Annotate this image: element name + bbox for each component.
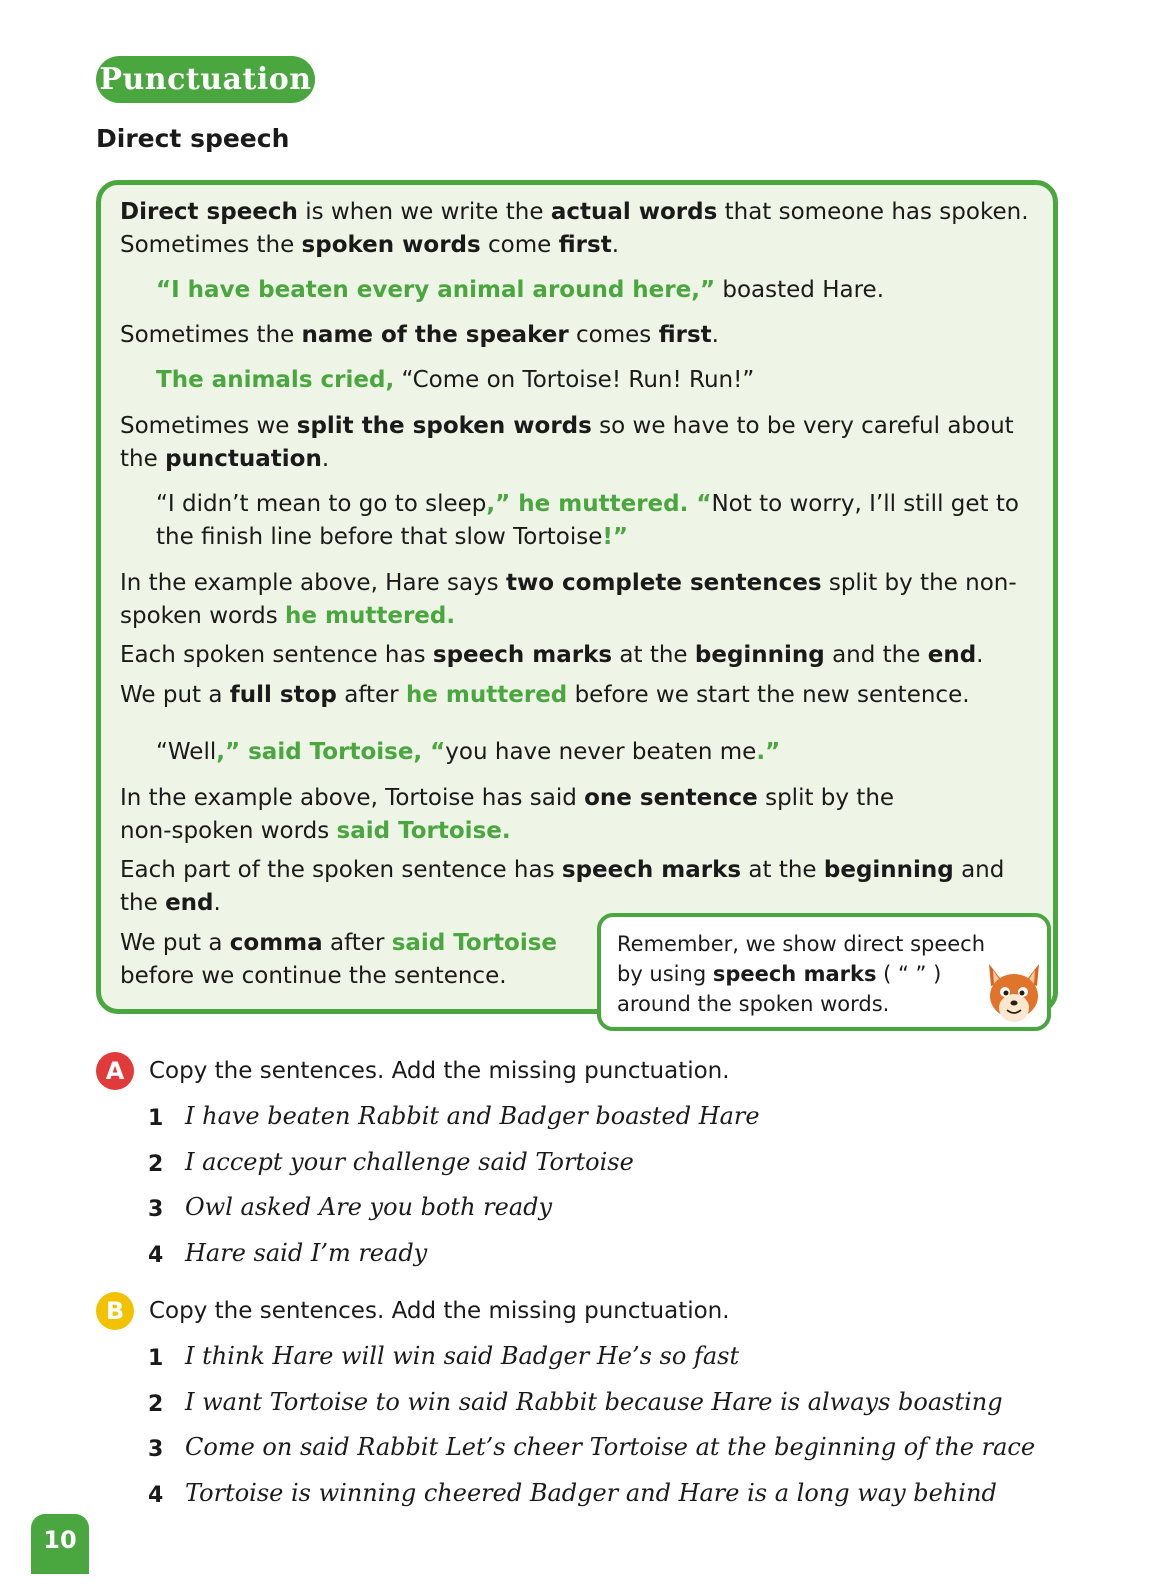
info-line: In the example above, Hare says two complete sentences split by the non-: [120, 570, 1017, 596]
section-b-instruction: Copy the sentences. Add the missing punctuation.: [149, 1298, 730, 1324]
section-a-instruction: Copy the sentences. Add the missing punctuation.: [149, 1058, 730, 1084]
question-text: Tortoise is winning cheered Badger and Hare is a long way behind: [185, 1479, 997, 1507]
question-text: Hare said I’m ready: [185, 1239, 428, 1267]
question-number: 2: [148, 1152, 164, 1177]
example-line: the finish line before that slow Tortoise!”: [156, 524, 629, 550]
question-text: Come on said Rabbit Let’s cheer Tortoise at the beginning of the race: [185, 1433, 1036, 1461]
section-badge: Punctuation: [96, 56, 315, 103]
info-box: [96, 180, 1058, 1014]
info-line: the punctuation.: [120, 446, 330, 472]
info-line: Sometimes the spoken words come first.: [120, 232, 620, 258]
question-number: 1: [148, 1346, 164, 1371]
example-line: “I have beaten every animal around here,” boasted Hare.: [156, 277, 885, 303]
page-number: 10: [31, 1514, 89, 1574]
note-line: by using speech marks ( “ ” ): [617, 962, 942, 986]
question-number: 4: [148, 1483, 164, 1508]
section-a-marker: A: [96, 1052, 134, 1090]
question-text: Owl asked Are you both ready: [185, 1193, 553, 1221]
info-line: before we continue the sentence.: [120, 963, 507, 989]
question-number: 2: [148, 1392, 164, 1417]
question-number: 3: [148, 1437, 164, 1462]
info-line: Sometimes we split the spoken words so we have to be very careful about: [120, 413, 1014, 439]
note-line: around the spoken words.: [617, 992, 890, 1016]
question-number: 3: [148, 1197, 164, 1222]
info-line: the end.: [120, 890, 221, 916]
question-text: I have beaten Rabbit and Badger boasted Hare: [185, 1102, 760, 1130]
section-b-marker: B: [96, 1292, 134, 1330]
question-text: I think Hare will win said Badger He’s so fast: [185, 1342, 740, 1370]
info-line: We put a full stop after he muttered before we start the new sentence.: [120, 682, 970, 708]
question-number: 4: [148, 1243, 164, 1268]
fox-icon: [983, 960, 1045, 1028]
note-line: Remember, we show direct speech: [617, 932, 986, 956]
info-line: Each part of the spoken sentence has speech marks at the beginning and: [120, 857, 1005, 883]
info-line: spoken words he muttered.: [120, 603, 456, 629]
question-text: I accept your challenge said Tortoise: [185, 1148, 634, 1176]
info-line: We put a comma after said Tortoise: [120, 930, 558, 956]
example-line: “Well,” said Tortoise, “you have never beaten me.”: [156, 739, 781, 765]
question-text: I want Tortoise to win said Rabbit because Hare is always boasting: [185, 1388, 1003, 1416]
info-line: Sometimes the name of the speaker comes first.: [120, 322, 719, 348]
info-line: non-spoken words said Tortoise.: [120, 818, 511, 844]
question-number: 1: [148, 1106, 164, 1131]
example-line: “I didn’t mean to go to sleep,” he muttered. “Not to worry, I’ll still get to: [156, 491, 1019, 517]
example-line: The animals cried, “Come on Tortoise! Run! Run!”: [156, 367, 755, 393]
info-line: Each spoken sentence has speech marks at the beginning and the end.: [120, 642, 984, 668]
info-line: In the example above, Tortoise has said one sentence split by the: [120, 785, 895, 811]
subheading: Direct speech: [96, 124, 290, 153]
info-line: Direct speech is when we write the actual words that someone has spoken.: [120, 199, 1029, 225]
